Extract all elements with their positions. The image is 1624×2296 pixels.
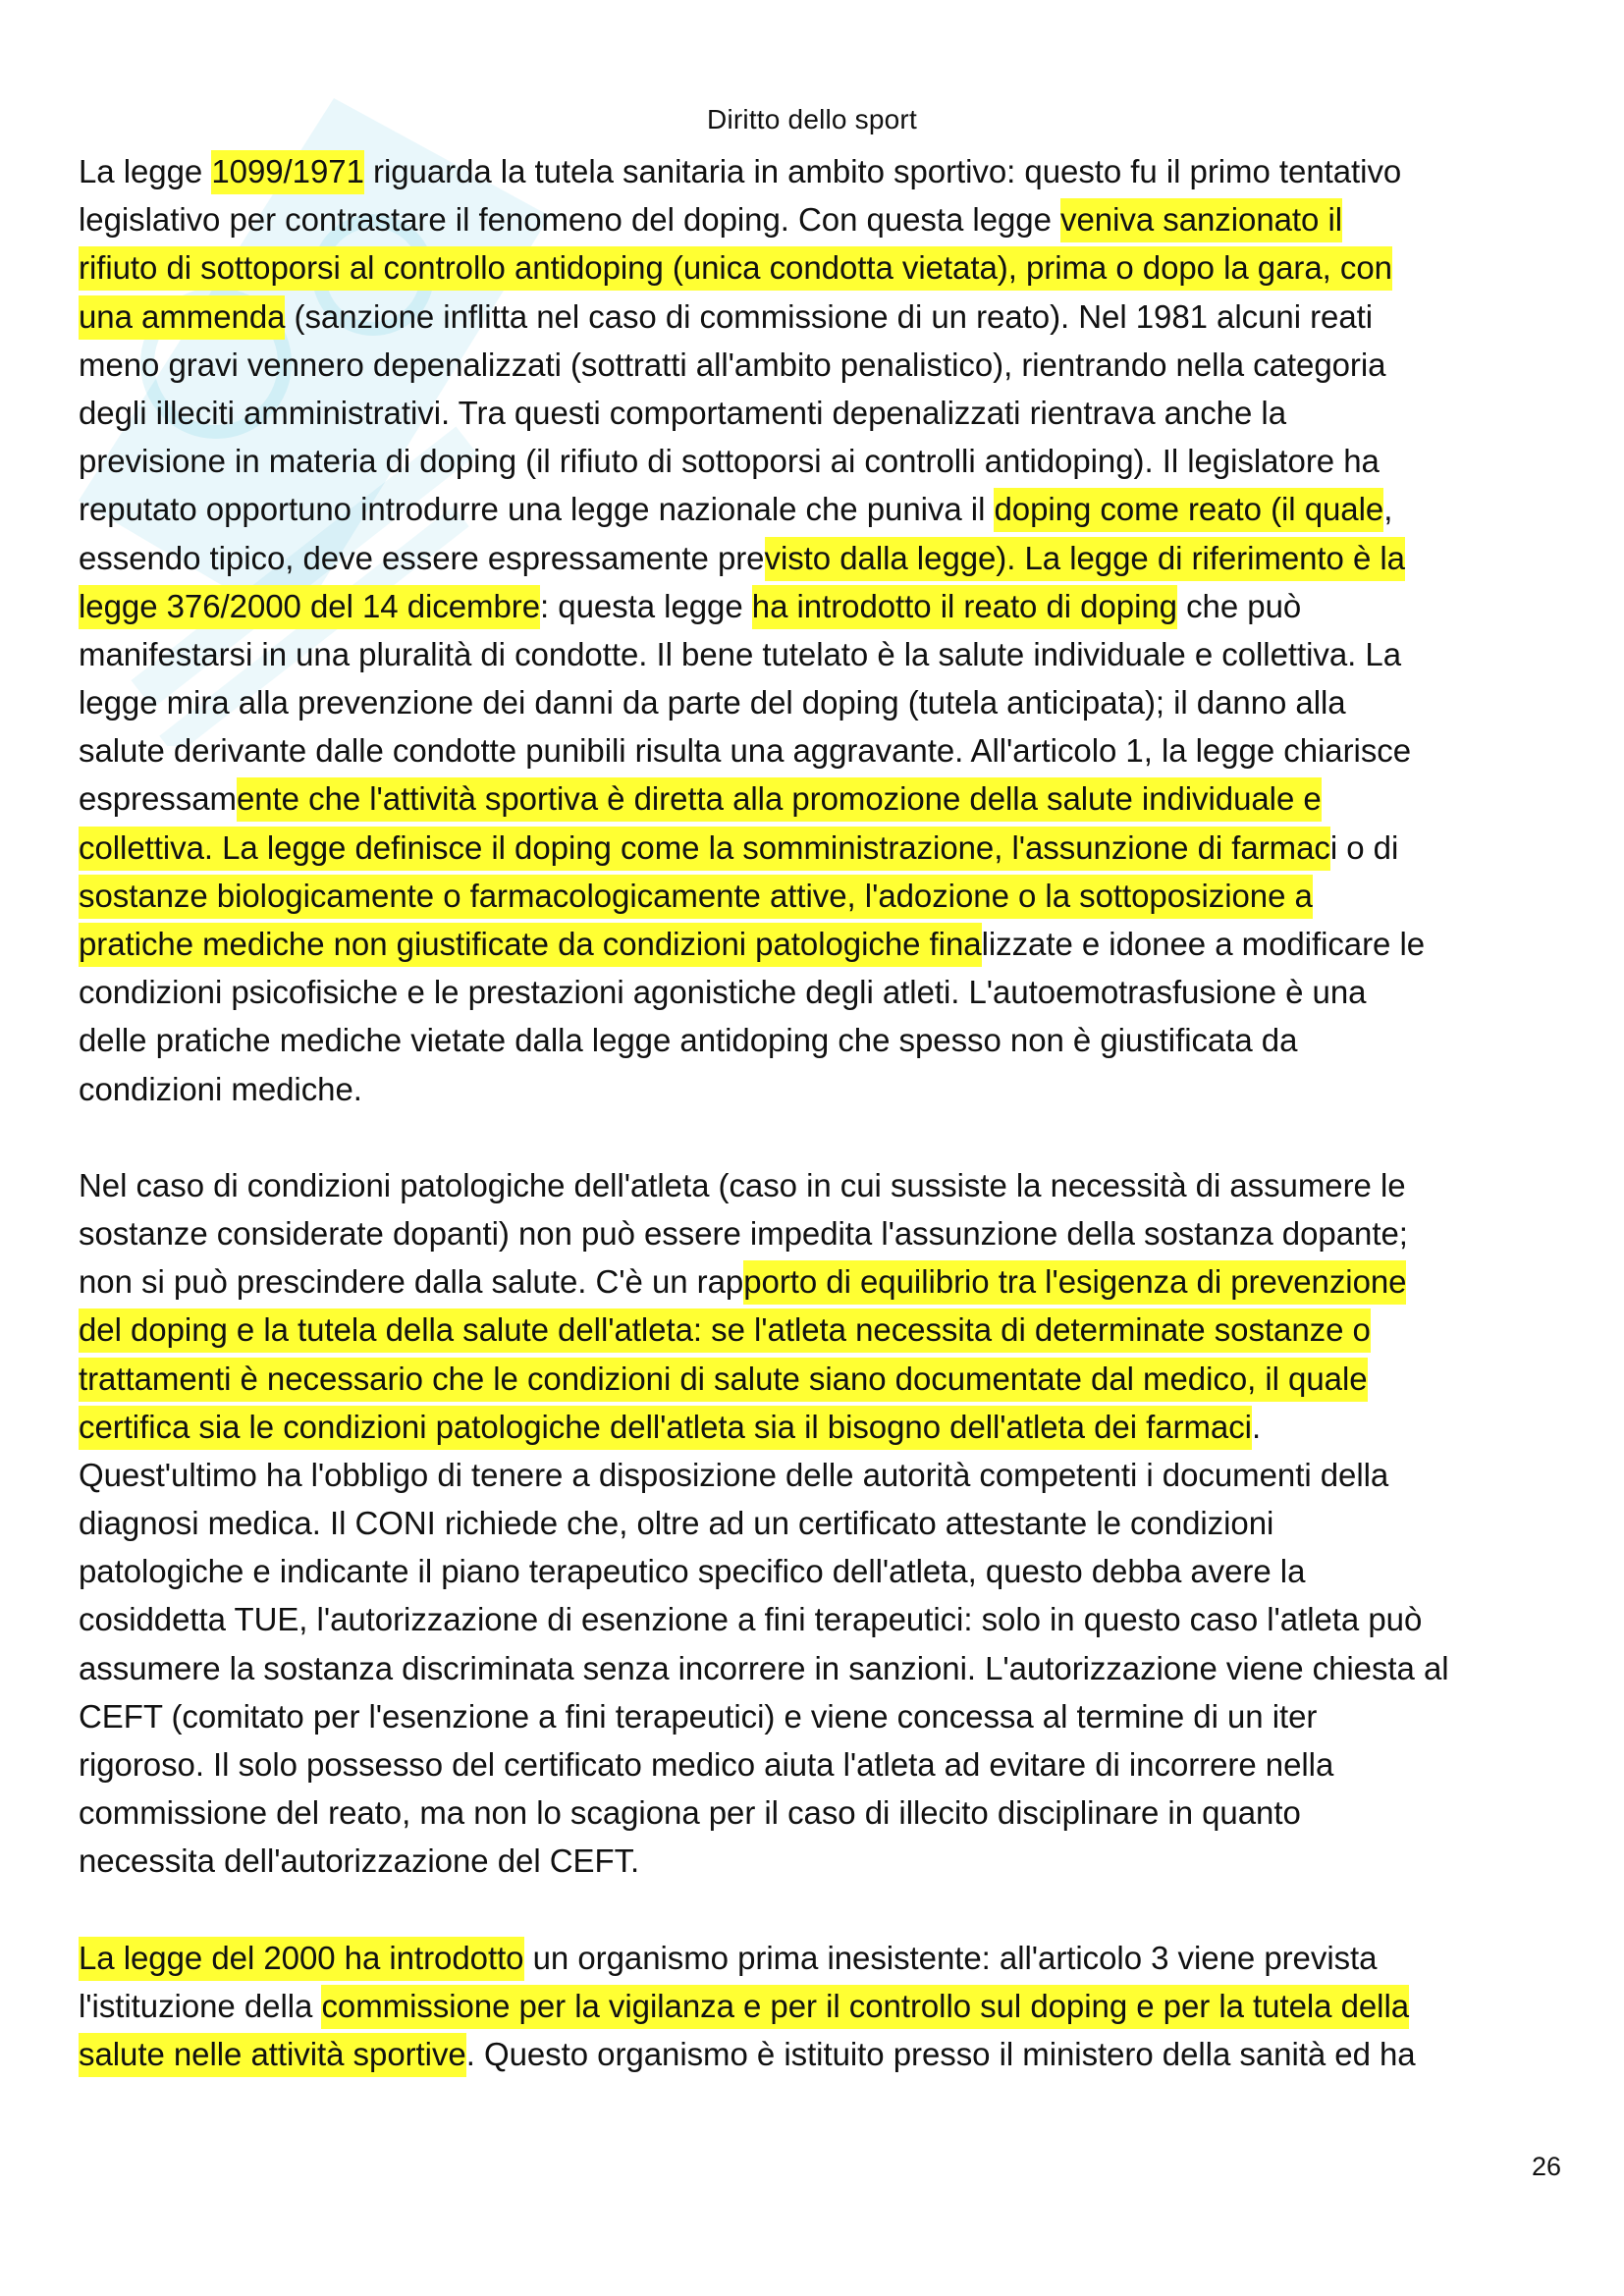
highlighted-text: visto dalla legge). La legge di riferimento è la [765,537,1405,581]
text-run: necessita dell'autorizzazione del CEFT. [79,1842,640,1880]
text-line [79,1355,1571,1403]
text-run: rigoroso. Il solo possesso del certificato medico aiuta l'atleta ad evitare di incorrere nella [79,1746,1334,1783]
text-line [79,1595,1571,1643]
text-run: commissione del reato, ma non lo scagiona per il caso di illecito disciplinare in quanto [79,1794,1301,1832]
page-header: Diritto dello sport [707,104,917,134]
text-run: essendo tipico, deve essere espressamente pre [79,539,765,576]
text-line [79,341,1571,389]
highlighted-text: sostanze biologicamente o farmacologicamente attive, l'adozione o la sottoposizione a [79,875,1313,919]
text-run: delle pratiche mediche vietate dalla legge antidoping che spesso non è giustificata da [79,1022,1298,1059]
highlighted-text: commissione per la vigilanza e per il controllo sul doping e per la tutela della [321,1985,1409,2029]
highlighted-text: legge 376/2000 del 14 dicembre [79,585,540,629]
text-line [79,1644,1571,1692]
paragraph [79,147,1571,1113]
paragraph-gap [79,1113,1571,1161]
highlighted-text: 1099/1971 [211,150,364,194]
highlighted-text: collettiva. La legge definisce il doping come la somministrazione, l'assunzione di farmac [79,827,1330,871]
text-run: diagnosi medica. Il CONI richiede che, oltre ad un certificato attestante le condizioni [79,1505,1274,1542]
text-line [79,1306,1571,1354]
text-line [79,1451,1571,1499]
text-run: riguarda la tutela sanitaria in ambito sportivo: questo fu il primo tentativo [363,153,1402,189]
text-line [79,824,1571,872]
text-run: un organismo prima inesistente: all'articolo 3 viene prevista [523,1939,1378,1976]
text-run: Nel caso di condizioni patologiche dell'atleta (caso in cui sussiste la necessità di assumere le [79,1166,1406,1203]
text-line [79,1161,1571,1209]
text-run: (sanzione inflitta nel caso di commissione di un reato). Nel 1981 alcuni reati [285,297,1374,335]
highlighted-text: salute nelle attività sportive [79,2033,466,2077]
text-run: non si può prescindere dalla salute. C'è un rap [79,1263,744,1301]
text-line [79,582,1571,630]
text-line [79,485,1571,533]
text-line [79,1692,1571,1740]
text-run: lizzate e idonee a modificare le [981,926,1426,962]
highlighted-text: La legge del 2000 ha introdotto [79,1937,524,1981]
text-run: : questa legge [540,587,752,624]
text-line [79,389,1571,437]
text-line [79,1789,1571,1837]
paragraph [79,1161,1571,1886]
text-line [79,872,1571,920]
text-line [79,293,1571,341]
text-run: i o di [1329,828,1399,866]
text-line [79,1065,1571,1113]
text-run: patologiche e indicante il piano terapeutico specifico dell'atleta, questo debba avere la [79,1553,1306,1590]
text-line [79,437,1571,485]
text-run: cosiddetta TUE, l'autorizzazione di esenzione a fini terapeutici: solo in questo caso l'atleta può [79,1601,1423,1638]
highlighted-text: ha introdotto il reato di doping [752,585,1177,629]
text-line [79,1740,1571,1789]
text-line [79,534,1571,582]
highlighted-text: ente che l'attività sportiva è diretta alla promozione della salute individuale e [237,777,1322,822]
text-run: sostanze considerate dopanti) non può essere impedita l'assunzione della sostanza dopante; [79,1214,1408,1252]
text-run: legge mira alla prevenzione dei danni da parte del doping (tutela anticipata); il danno alla [79,684,1346,721]
text-line [79,1934,1571,1982]
text-line [79,1982,1571,2030]
text-line [79,678,1571,726]
text-line [79,774,1571,823]
text-line [79,1403,1571,1451]
text-run: salute derivante dalle condotte punibili risulta una aggravante. All'articolo 1, la legge chiarisce [79,732,1412,770]
text-run: Quest'ultimo ha l'obbligo di tenere a disposizione delle autorità competenti i documenti della [79,1456,1389,1493]
text-line [79,1547,1571,1595]
paragraph-gap [79,1886,1571,1934]
page-number: 26 [1531,2152,1561,2181]
highlighted-text: veniva sanzionato il [1060,198,1342,242]
text-run: condizioni mediche. [79,1070,362,1107]
text-run: . [1251,1408,1262,1445]
highlighted-text: trattamenti è necessario che le condizioni di salute siano documentate dal medico, il quale [79,1358,1368,1402]
highlighted-text: una ammenda [79,295,285,340]
text-run: , [1383,491,1393,528]
text-line [79,1209,1571,1257]
text-run: degli illeciti amministrativi. Tra questi comportamenti depenalizzati rientrava anche la [79,394,1286,431]
text-line [79,968,1571,1016]
highlighted-text: rifiuto di sottoporsi al controllo antidoping (unica condotta vietata), prima o dopo la gara, con [79,246,1392,291]
text-line [79,630,1571,678]
text-run: l'istituzione della [79,1987,322,2024]
highlighted-text: del doping e la tutela della salute dell'atleta: se l'atleta necessita di determinate sostanze o [79,1308,1371,1353]
text-line [79,920,1571,968]
text-run: CEFT (comitato per l'esenzione a fini terapeutici) e viene concessa al termine di un iter [79,1697,1318,1735]
highlighted-text: porto di equilibrio tra l'esigenza di prevenzione [743,1260,1406,1305]
text-line [79,243,1571,292]
text-line [79,1257,1571,1306]
text-run: che può [1176,587,1302,624]
text-line [79,147,1571,195]
text-run: meno gravi vennero depenalizzati (sottratti all'ambito penalistico), rientrando nella categoria [79,346,1386,383]
text-run: previsione in materia di doping (il rifiuto di sottoporsi ai controlli antidoping). Il legislatore ha [79,443,1380,480]
text-run: . Questo organismo è istituito presso il ministero della sanità ed ha [465,2035,1416,2072]
text-line [79,2030,1571,2078]
text-line [79,726,1571,774]
text-run: condizioni psicofisiche e le prestazioni agonistiche degli atleti. L'autoemotrasfusione è una [79,974,1367,1011]
text-run: assumere la sostanza discriminata senza incorrere in sanzioni. L'autorizzazione viene chiesta al [79,1649,1449,1686]
text-line [79,1837,1571,1885]
text-line [79,1016,1571,1064]
highlighted-text: pratiche mediche non giustificate da condizioni patologiche fina [79,923,982,967]
text-run: La legge [79,153,212,189]
highlighted-text: doping come reato (il quale [994,488,1383,532]
highlighted-text: certifica sia le condizioni patologiche dell'atleta sia il bisogno dell'atleta dei farmaci [79,1406,1252,1450]
text-run: reputato opportuno introdurre una legge nazionale che puniva il [79,491,995,528]
text-line [79,1499,1571,1547]
text-run: legislativo per contrastare il fenomeno del doping. Con questa legge [79,201,1061,239]
text-run: espressam [79,780,237,818]
text-run: manifestarsi in una pluralità di condotte. Il bene tutelato è la salute individuale e collettiva. La [79,635,1402,672]
document-body [79,147,1571,2078]
text-line [79,195,1571,243]
paragraph [79,1934,1571,2079]
